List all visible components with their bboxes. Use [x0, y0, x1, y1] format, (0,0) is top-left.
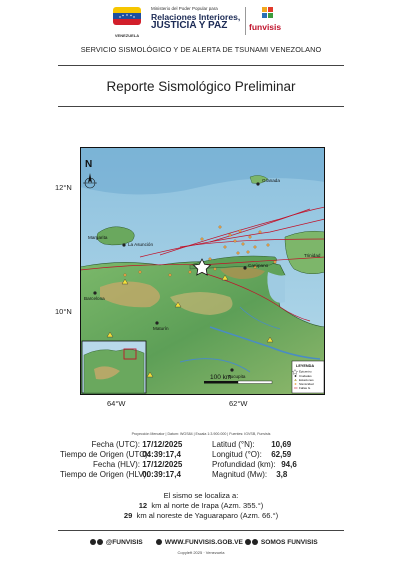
lon-tick-64: 64°W: [107, 399, 126, 408]
copyright: Copyleft 2025 · Venezuela: [177, 550, 225, 555]
inset-locator-map: [82, 341, 146, 393]
country-label: VENEZUELA: [114, 33, 140, 38]
website-link[interactable]: WWW.FUNVISIS.GOB.VE: [156, 539, 243, 546]
svg-text:Fallas G.: Fallas G.: [299, 386, 312, 390]
row-profundidad: Profundidad (km): 94,6: [212, 460, 297, 469]
label-carupano: Carúpano: [248, 263, 269, 268]
label-margarita: Margarita: [88, 235, 108, 240]
social-icon: [90, 539, 96, 545]
lat-tick-10: 10°N: [55, 307, 72, 316]
label-barcelona: Barcelona: [84, 296, 105, 301]
label-granada: Granada: [262, 178, 280, 183]
social-handle[interactable]: @FUNVISIS: [90, 539, 143, 546]
label-tucupita: Tucupita: [228, 374, 246, 379]
svg-text:100 km: 100 km: [210, 374, 232, 381]
header-divider: [245, 7, 246, 35]
ministry-name: Ministerio del Poder Popular para Relaciones Interiores, JUSTICIA Y PAZ: [151, 6, 241, 32]
epicenter-map: [80, 147, 325, 395]
svg-text:Estaciones: Estaciones: [299, 378, 314, 382]
svg-text:Epicentro: Epicentro: [299, 369, 312, 374]
label-maturin: Maturín: [153, 326, 169, 331]
globe-icon: [156, 539, 162, 545]
lon-tick-62: 62°W: [229, 399, 248, 408]
venezuela-flag-logo: [113, 7, 141, 33]
row-latitud: Latitud (°N): 10,69: [212, 440, 292, 449]
divider: [58, 65, 344, 66]
lat-tick-12: 12°N: [55, 183, 72, 192]
row-fecha-utc: Fecha (UTC): 17/12/2025: [91, 440, 183, 449]
report-title: Reporte Sismológico Preliminar: [106, 79, 296, 94]
svg-text:LEYENDA: LEYENDA: [296, 364, 315, 368]
svg-text:Sismicidad: Sismicidad: [299, 382, 314, 386]
row-origen-utc: Tiempo de Origen (UTC): 04:39:17,4: [60, 450, 181, 459]
location-line-2: 29 km al noreste de Yaguaraparo (Azm. 66.°): [123, 511, 279, 520]
map-credits: Proyección Mercator | Datum: WGS84 | Escala 1:3.900.000 | Fuentes: IGVSB, Funvisis: [131, 432, 271, 436]
social-icon: [252, 539, 258, 545]
funvisis-wordmark: funvisis: [249, 22, 282, 32]
social-name[interactable]: SOMOS FUNVISIS: [245, 539, 318, 546]
header: [0, 0, 402, 44]
row-longitud: Longitud (°O): 62,59: [212, 450, 292, 459]
service-title: SERVICIO SISMOLÓGICO Y DE ALERTA DE TSUNAMI VENEZOLANO: [80, 45, 322, 54]
location-title: El sismo se localiza a:: [163, 491, 239, 500]
label-trinidad: Trinidad: [304, 253, 321, 258]
map-legend: [292, 361, 324, 393]
social-icon: [97, 539, 103, 545]
row-magnitud: Magnitud (Mw): 3,8: [212, 470, 288, 479]
label-la-asuncion: La Asunción: [128, 242, 154, 247]
divider: [58, 530, 344, 531]
svg-text:N: N: [85, 159, 93, 170]
svg-text:Ciudades: Ciudades: [299, 374, 312, 378]
social-icon: [245, 539, 251, 545]
location-line-1: 12 km al norte de Irapa (Azm. 355.°): [138, 501, 264, 510]
row-fecha-hlv: Fecha (HLV): 17/12/2025: [93, 460, 183, 469]
row-origen-hlv: Tiempo de Origen (HLV): 00:39:17,4: [60, 470, 181, 479]
divider: [58, 106, 344, 107]
